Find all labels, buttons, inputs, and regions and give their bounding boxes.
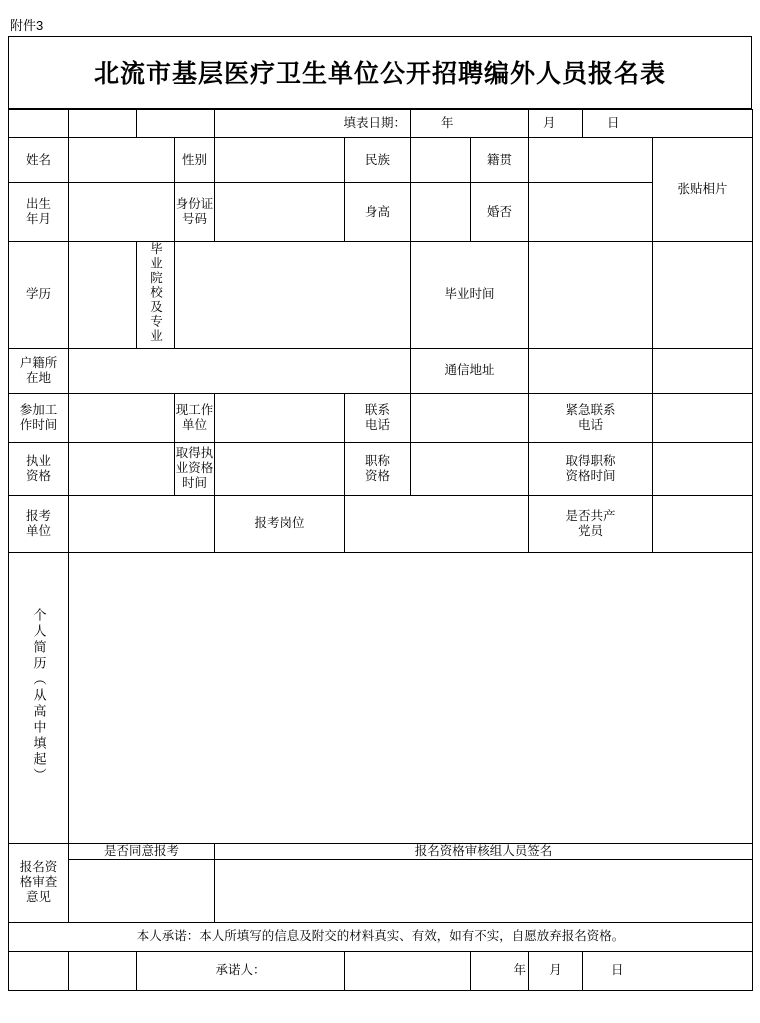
input-practice-qual[interactable] (69, 442, 175, 495)
input-mail-address[interactable] (529, 348, 653, 393)
row-review-header (9, 843, 753, 859)
label-work-start-line2: 作时间 (19, 417, 58, 432)
date-cell-1 (9, 110, 69, 138)
row-resume (9, 552, 753, 843)
label-reviewer-signature: 报名资格审核组人员签名 (215, 843, 753, 859)
label-apply-unit-line2: 单位 (25, 523, 51, 538)
input-name[interactable] (69, 138, 175, 183)
label-party-member-line1: 是否共产 (565, 508, 616, 523)
label-party-member-line2: 党员 (578, 523, 604, 538)
promisor-label: 承诺人： (137, 951, 345, 990)
label-title-qual-time-line2: 资格时间 (565, 468, 616, 483)
row-education (9, 242, 753, 349)
label-review-opinion-line2: 格审查 (19, 875, 58, 889)
label-title-qual-line2: 资格 (365, 468, 391, 483)
input-agree-apply[interactable] (69, 859, 215, 922)
label-practice-qual-time-line2: 业资格 (175, 461, 214, 475)
label-id-number (175, 183, 215, 242)
label-contact-phone-line2: 电话 (365, 417, 391, 432)
label-review-opinion-line3: 意见 (25, 890, 51, 904)
label-review-opinion-line1: 报名资 (19, 860, 58, 874)
label-resume (9, 552, 69, 843)
label-emergency-phone-line1: 紧急联系 (565, 402, 616, 417)
date-cell-3 (137, 110, 215, 138)
input-education[interactable] (69, 242, 137, 349)
label-school-major (137, 242, 175, 349)
label-apply-unit-line1: 报考 (25, 508, 51, 523)
input-marital[interactable] (529, 183, 653, 242)
photo-area-2 (653, 242, 753, 349)
input-apply-post[interactable] (345, 495, 529, 552)
label-practice-qual (9, 442, 69, 495)
photo-area: 张贴相片 (653, 138, 753, 242)
label-contact-phone-line1: 联系 (365, 402, 391, 417)
photo-area-3 (653, 348, 753, 393)
promisor-year: 年 (471, 951, 529, 990)
input-ethnicity[interactable] (411, 138, 471, 183)
fill-date-day: 日 (583, 110, 753, 138)
label-birth-date-line1: 出生 (25, 197, 51, 211)
row-birth (9, 183, 753, 242)
row-household (9, 348, 753, 393)
fill-date-month: 月 (529, 110, 583, 138)
label-practice-qual-time-line3: 时间 (181, 476, 207, 490)
row-apply (9, 495, 753, 552)
label-marital: 婚否 (471, 183, 529, 242)
label-household-line2: 在地 (25, 370, 51, 385)
input-practice-qual-time[interactable] (215, 442, 345, 495)
input-resume[interactable] (69, 552, 753, 843)
date-cell-2 (69, 110, 137, 138)
label-native-place: 籍贯 (471, 138, 529, 183)
title-band (8, 36, 752, 109)
input-gender[interactable] (215, 138, 345, 183)
input-work-start[interactable] (69, 393, 175, 442)
row-promisor (9, 951, 753, 990)
label-practice-qual-line2: 资格 (25, 468, 51, 483)
label-gender: 性别 (175, 138, 215, 183)
label-emergency-phone (529, 393, 653, 442)
promisor-day: 日 (583, 951, 753, 990)
label-title-qual-line1: 职称 (365, 453, 391, 468)
row-qualification (9, 442, 753, 495)
input-id-number[interactable] (215, 183, 345, 242)
label-work-start (9, 393, 69, 442)
row-work (9, 393, 753, 442)
input-current-unit[interactable] (215, 393, 345, 442)
input-emergency-phone[interactable] (653, 393, 753, 442)
input-party-member[interactable] (653, 495, 753, 552)
label-education: 学历 (9, 242, 69, 349)
label-title-qual-time (529, 442, 653, 495)
promisor-cell-1 (9, 951, 69, 990)
row-name (9, 138, 753, 183)
fill-date-row (9, 110, 753, 138)
label-apply-post: 报考岗位 (215, 495, 345, 552)
input-graduation-time[interactable] (529, 242, 653, 349)
input-birth-date[interactable] (69, 183, 175, 242)
label-ethnicity: 民族 (345, 138, 411, 183)
input-title-qual-time[interactable] (653, 442, 753, 495)
input-apply-unit[interactable] (69, 495, 215, 552)
label-contact-phone (345, 393, 411, 442)
label-household (9, 348, 69, 393)
label-practice-qual-line1: 执业 (25, 453, 51, 468)
label-name: 姓名 (9, 138, 69, 183)
label-id-number-line1: 身份证 (175, 197, 214, 211)
label-current-unit-line2: 单位 (181, 417, 207, 432)
input-title-qual[interactable] (411, 442, 529, 495)
input-native-place[interactable] (529, 138, 653, 183)
label-party-member (529, 495, 653, 552)
label-practice-qual-time-line1: 取得执 (175, 446, 214, 460)
label-birth-date-line2: 年月 (25, 212, 51, 226)
label-id-number-line2: 号码 (181, 212, 207, 226)
label-graduation-time: 毕业时间 (411, 242, 529, 349)
promisor-month: 月 (529, 951, 583, 990)
input-household[interactable] (69, 348, 411, 393)
label-practice-qual-time (175, 442, 215, 495)
label-title-qual-time-line1: 取得职称 (565, 453, 616, 468)
label-mail-address: 通信地址 (411, 348, 529, 393)
row-commitment (9, 922, 753, 951)
promisor-cell-2 (69, 951, 137, 990)
label-school-major-text: 毕业院校及专业 (148, 242, 163, 344)
page-title: 北流市基层医疗卫生单位公开招聘编外人员报名表 (93, 61, 666, 88)
label-work-start-line1: 参加工 (19, 402, 58, 417)
label-resume-text: 个人简历（从高中填起） (31, 607, 47, 784)
label-current-unit-line1: 现工作 (175, 402, 214, 417)
label-title-qual (345, 442, 411, 495)
label-apply-unit (9, 495, 69, 552)
input-reviewer-signature[interactable] (215, 859, 753, 922)
promisor-cell-3[interactable] (345, 951, 471, 990)
label-household-line1: 户籍所 (19, 355, 58, 370)
fill-date-label: 填表日期： (215, 110, 411, 138)
input-contact-phone[interactable] (411, 393, 529, 442)
fill-date-year: 年 (411, 110, 529, 138)
attachment-label: 附件3 (10, 18, 44, 33)
label-birth-date (9, 183, 69, 242)
input-school-major[interactable] (175, 242, 411, 349)
label-emergency-phone-line2: 电话 (578, 417, 604, 432)
label-height: 身高 (345, 183, 411, 242)
commitment-text: 本人承诺：本人所填写的信息及附交的材料真实、有效，如有不实，自愿放弃报名资格。 (9, 922, 753, 951)
row-review-values (9, 859, 753, 922)
label-review-opinion (9, 843, 69, 922)
label-current-unit (175, 393, 215, 442)
label-agree-apply: 是否同意报考 (69, 843, 215, 859)
form-table (8, 109, 753, 991)
input-height[interactable] (411, 183, 471, 242)
